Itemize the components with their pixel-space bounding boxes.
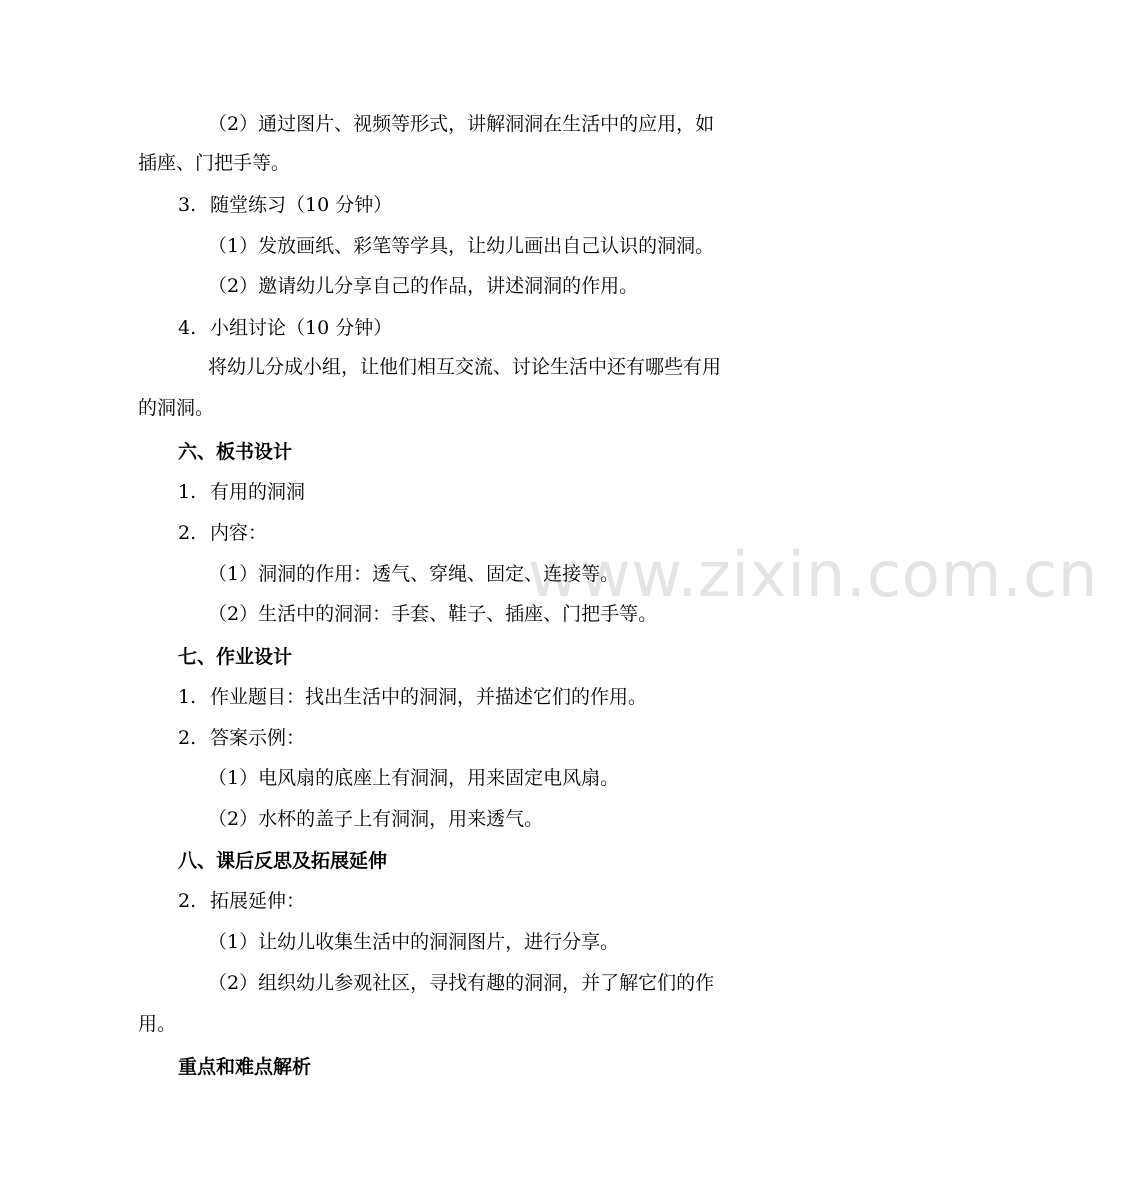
text-line: 用。 [138, 1013, 177, 1035]
item-number: 1. [178, 686, 197, 708]
item-text: 内容： [210, 522, 268, 544]
item-number: 1. [178, 481, 197, 503]
text-line: （1）洞洞的作用：透气、穿绳、固定、连接等。 [208, 563, 620, 585]
section-heading: 六、板书设计 [178, 441, 293, 463]
item-text: 有用的洞洞 [210, 481, 306, 503]
text-line: （2）生活中的洞洞：手套、鞋子、插座、门把手等。 [208, 603, 658, 625]
list-item [0, 316, 1098, 340]
section-heading: 重点和难点解析 [178, 1056, 312, 1078]
text-line: 插座、门把手等。 [138, 152, 291, 174]
item-number: 4. [178, 317, 197, 339]
text-line: （2）邀请幼儿分享自己的作品，讲述洞洞的作用。 [208, 275, 639, 297]
item-number: 2. [178, 727, 197, 749]
section-heading: 七、作业设计 [178, 646, 293, 668]
list-item [0, 726, 1098, 750]
list-item [0, 480, 1098, 504]
item-text: 小组讨论（10 分钟） [210, 317, 393, 339]
item-text: 作业题目：找出生活中的洞洞，并描述它们的作用。 [210, 686, 648, 708]
item-text: 答案示例： [210, 727, 306, 749]
text-line: 将幼儿分成小组，让他们相互交流、讨论生活中还有哪些有用 [208, 356, 722, 378]
watermark: www.zixin.com.cn [528, 538, 1099, 611]
text-line: （2）组织幼儿参观社区，寻找有趣的洞洞，并了解它们的作 [208, 972, 715, 994]
list-item [0, 521, 1098, 545]
text-line: （1）发放画纸、彩笔等学具，让幼儿画出自己认识的洞洞。 [208, 235, 715, 257]
item-number: 3. [178, 194, 197, 216]
item-number: 2. [178, 522, 197, 544]
text-line: （1）电风扇的底座上有洞洞，用来固定电风扇。 [208, 767, 620, 789]
text-line: （2）通过图片、视频等形式，讲解洞洞在生活中的应用，如 [208, 113, 715, 135]
list-item [0, 889, 1098, 913]
list-item [0, 193, 1098, 217]
text-line: （1）让幼儿收集生活中的洞洞图片，进行分享。 [208, 931, 620, 953]
list-item [0, 685, 1098, 709]
section-heading: 八、课后反思及拓展延伸 [178, 850, 388, 872]
item-text: 随堂练习（10 分钟） [210, 194, 393, 216]
text-line: 的洞洞。 [138, 397, 215, 419]
item-number: 2. [178, 890, 197, 912]
text-line: （2）水杯的盖子上有洞洞，用来透气。 [208, 808, 544, 830]
item-text: 拓展延伸： [210, 890, 306, 912]
